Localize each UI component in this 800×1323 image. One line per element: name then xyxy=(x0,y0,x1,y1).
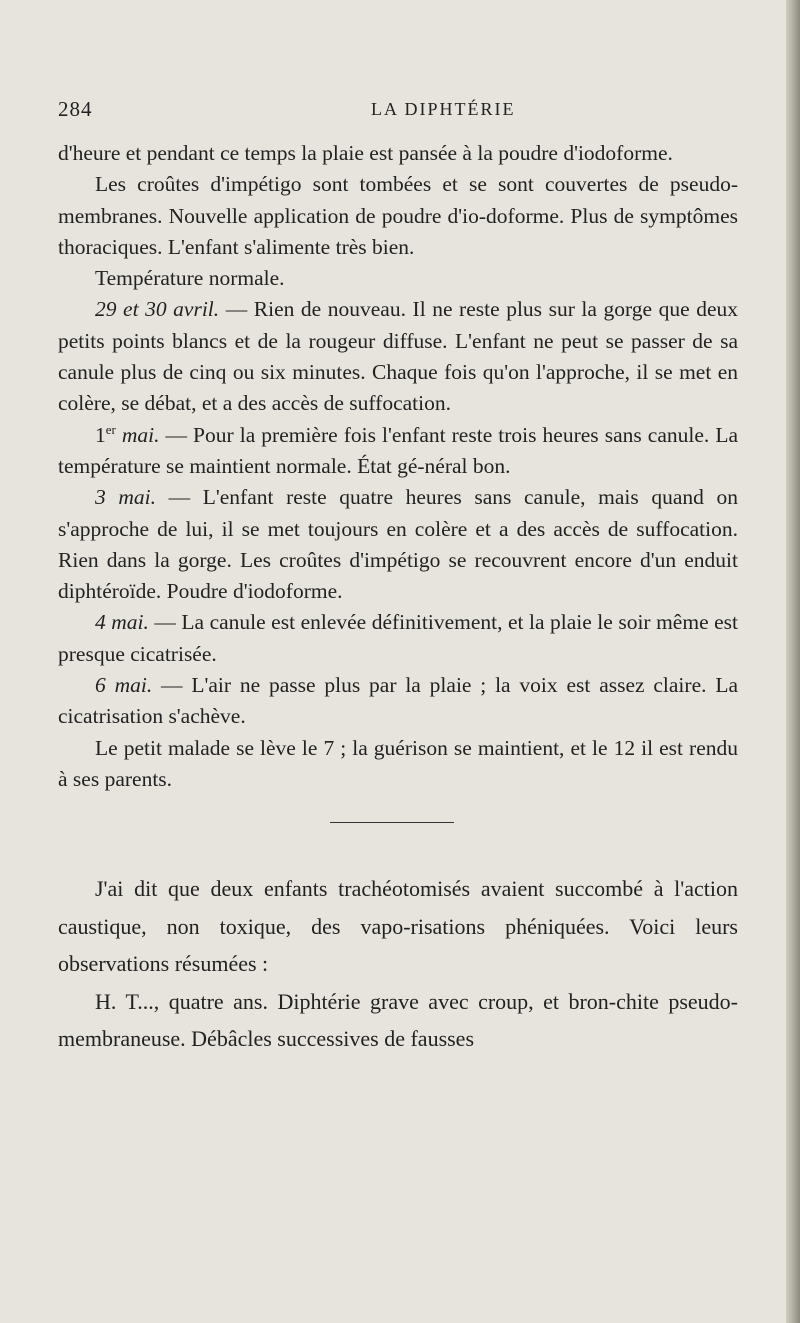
running-title: LA DIPHTÉRIE xyxy=(371,99,516,119)
dated-entry: 6 mai. — L'air ne passe plus par la plaie ; la voix est assez claire. La cicatrisation s'achève. xyxy=(58,673,738,729)
entry-date: 29 et 30 avril. xyxy=(95,297,220,322)
page-edge xyxy=(786,0,800,1323)
paragraph: d'heure et pendant ce temps la plaie est pansée à la poudre d'iodoforme. xyxy=(58,141,673,165)
paragraph: Le petit malade se lève le 7 ; la guérison se maintient, et le 12 il est rendu à ses parents. xyxy=(58,735,738,791)
intro-paragraph: J'ai dit que deux enfants trachéotomisés avaient succombé à l'action caustique, non toxique, des vapo-risations phéniquées. Voici leurs observations résumées : xyxy=(58,876,738,976)
page-header xyxy=(58,97,758,125)
entry-date: 6 mai. xyxy=(95,673,153,698)
paragraph: Température normale. xyxy=(95,266,285,291)
dated-entry: 29 et 30 avril. — Rien de nouveau. Il ne reste plus sur la gorge que deux petits points blancs et de la rougeur diffuse. L'enfant ne peut se passer de sa canule plus de cinq ou six minutes. Chaque fois qu'on l'approche, il se met en colère, se débat, et a des accès de suffocation. xyxy=(58,297,738,416)
entry-date: 4 mai. xyxy=(95,610,149,635)
dated-entry: 4 mai. — La canule est enlevée définitivement, et la plaie le soir même est presque cicatrisée. xyxy=(58,610,739,666)
dated-entry: 1er mai. — Pour la première fois l'enfant reste trois heures sans canule. La température se maintient normale. État gé-néral bon. xyxy=(58,422,739,478)
entry-date: 1er mai. xyxy=(95,422,160,447)
page-number: 284 xyxy=(58,97,93,121)
dated-entry: 3 mai. — L'enfant reste quatre heures sans canule, mais quand on s'approche de lui, il se met toujours en colère et a des accès de suffocation. Rien dans la gorge. Les croûtes d'impétigo se recouvrent encore d'un enduit diphtéroïde. Poudre d'iodoforme. xyxy=(58,485,739,604)
case-paragraph: H. T..., quatre ans. Diphtérie grave avec croup, et bron-chite pseudo-membraneuse. Débâcles successives de fausses xyxy=(58,988,738,1051)
entry-date: 3 mai. xyxy=(95,485,156,510)
section-divider xyxy=(330,822,454,823)
observation-text xyxy=(58,138,738,795)
paragraph: Les croûtes d'impétigo sont tombées et se sont couvertes de pseudo-membranes. Nouvelle application de poudre d'io-doforme. Plus de symptômes thoraciques. L'enfant s'alimente très bien. xyxy=(58,172,738,259)
section-text xyxy=(58,870,738,1058)
